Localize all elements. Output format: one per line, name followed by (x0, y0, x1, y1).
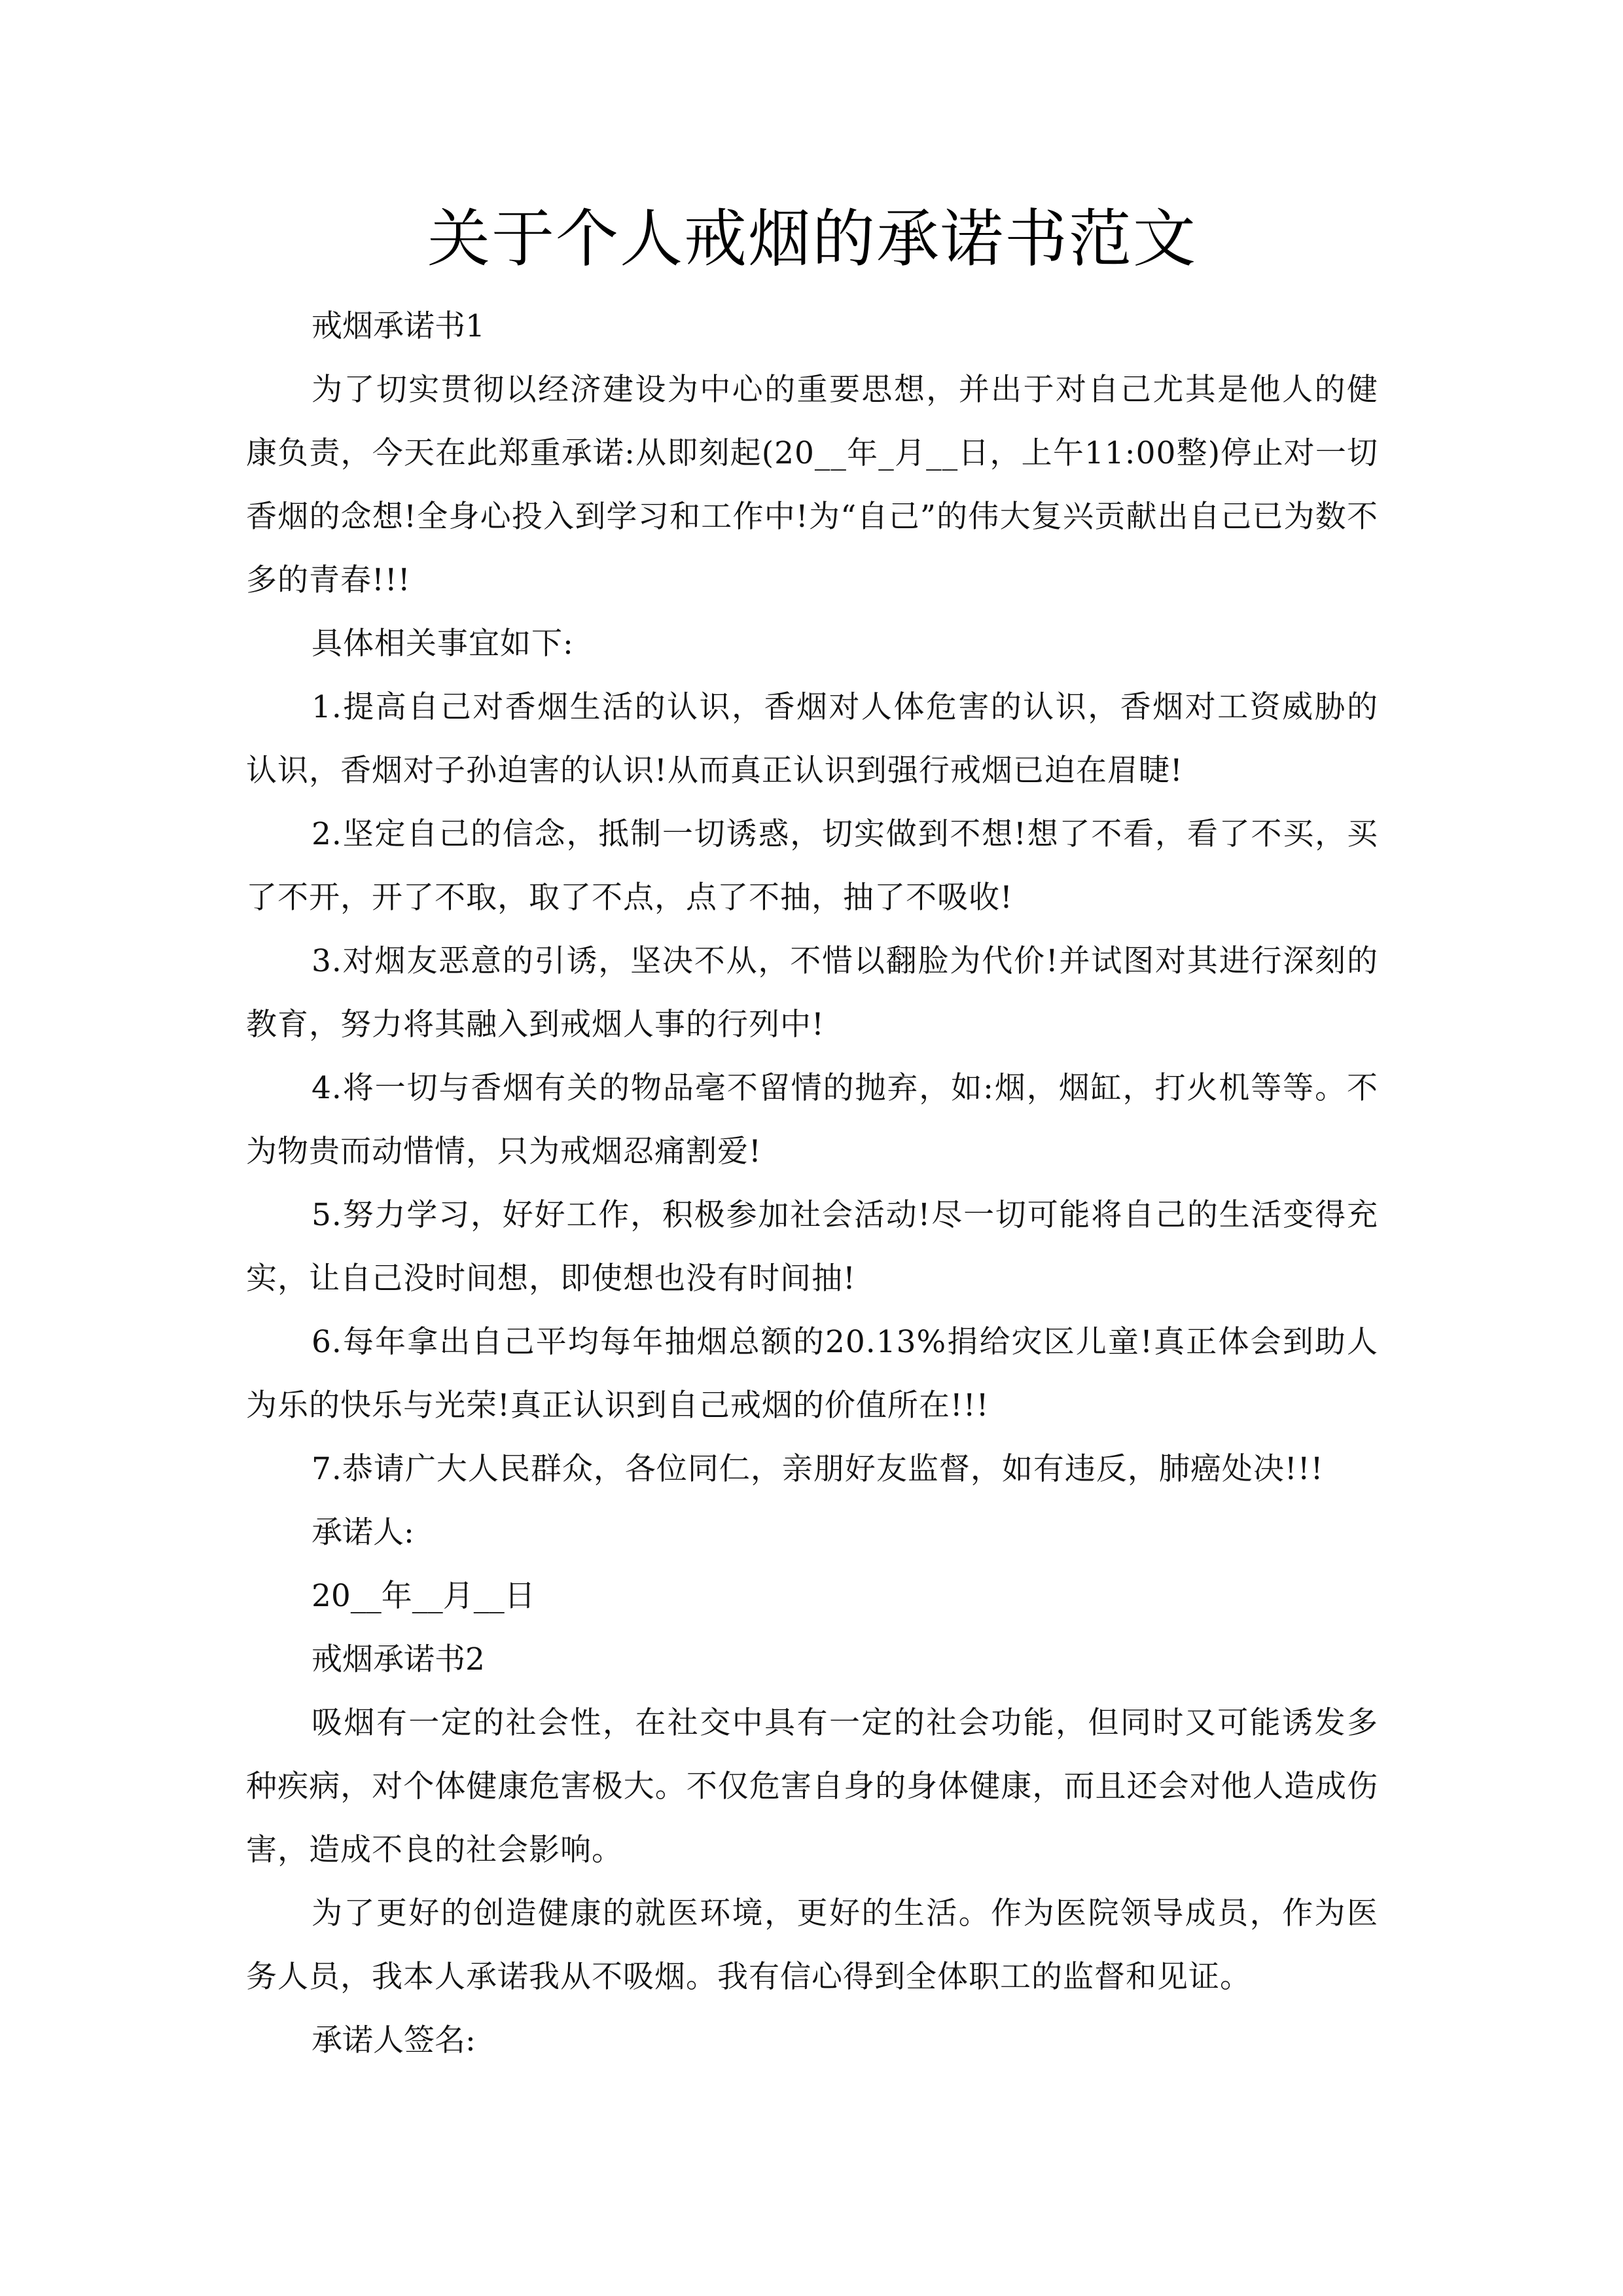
date-line: 20__年__月__日 (312, 1578, 535, 1614)
document-title: 关于个人戒烟的承诺书范文 (427, 202, 1197, 276)
list-item: 4.将一切与香烟有关的物品毫不留情的抛弃，如:烟，烟缸，打火机等等。不为物贵而动惜情，只为戒烟忍痛割爱! (246, 1070, 1378, 1170)
letter-heading: 戒烟承诺书1 (312, 308, 485, 344)
paragraph: 为了更好的创造健康的就医环境，更好的生活。作为医院领导成员，作为医务人员，我本人承诺我从不吸烟。我有信心得到全体职工的监督和见证。 (246, 1895, 1378, 1995)
list-item: 3.对烟友恶意的引诱，坚决不从，不惜以翻脸为代价!并试图对其进行深刻的教育，努力将其融入到戒烟人事的行列中! (246, 943, 1378, 1043)
signer-label: 承诺人签名: (312, 2022, 476, 2058)
document-page (246, 196, 1378, 2072)
list-item: 1.提高自己对香烟生活的认识，香烟对人体危害的认识，香烟对工资威胁的认识，香烟对子孙迫害的认识!从而真正认识到强行戒烟已迫在眉睫! (246, 689, 1378, 789)
list-item: 6.每年拿出自己平均每年抽烟总额的20.13%捐给灾区儿童!真正体会到助人为乐的快乐与光荣!真正认识到自己戒烟的价值所在!!! (246, 1324, 1378, 1424)
letter-2 (246, 1628, 1378, 2072)
paragraph: 具体相关事宜如下: (312, 626, 574, 662)
signer-label: 承诺人: (312, 1515, 414, 1551)
list-item: 7.恭请广大人民群众，各位同仁，亲朋好友监督，如有违反，肺癌处决!!! (312, 1451, 1324, 1487)
list-item: 5.努力学习，好好工作，积极参加社会活动!尽一切可能将自己的生活变得充实，让自己没时间想，即使想也没有时间抽! (246, 1197, 1378, 1297)
paragraph: 为了切实贯彻以经济建设为中心的重要思想，并出于对自己尤其是他人的健康负责，今天在此郑重承诺:从即刻起(20__年_月__日，上午11:00整)停止对一切香烟的念想!全身心投入到学习和工作中!为“自己”的伟大复兴贡献出自己已为数不多的青春!!! (246, 372, 1378, 598)
paragraph: 吸烟有一定的社会性，在社交中具有一定的社会功能，但同时又可能诱发多种疾病，对个体健康危害极大。不仅危害自身的身体健康，而且还会对他人造成伤害，造成不良的社会影响。 (246, 1705, 1378, 1868)
list-item: 2.坚定自己的信念，抵制一切诱惑，切实做到不想!想了不看，看了不买，买了不开，开了不取，取了不点，点了不抽，抽了不吸收! (246, 816, 1378, 916)
letter-1 (246, 295, 1378, 1628)
letter-heading: 戒烟承诺书2 (312, 1641, 485, 1677)
